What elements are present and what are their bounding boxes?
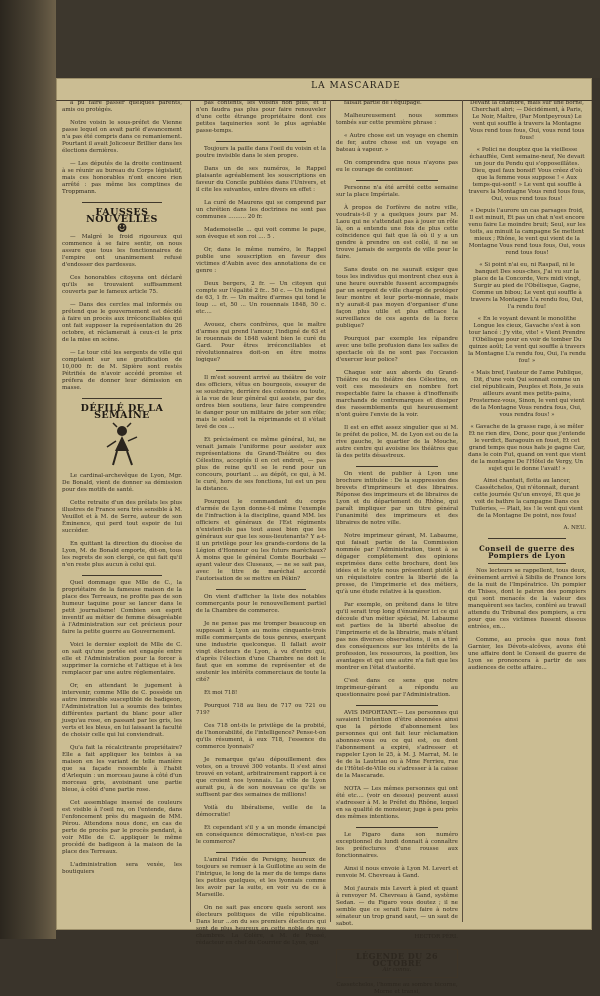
- verse: « Gavache de la grasse rage, à se mêler Et ne rien dire, Donc, pour que j'entende le verdict, Baragouin en fouet, Et cet grand temps que nous haïs je gagne Car, dans le coin Fut, quand on vent que vient de la montagne De l'Hôtel de Vergy, Un sujet qui le donne l'avait! »: [468, 424, 586, 472]
- column-rule: [190, 100, 191, 922]
- paragraph: Et moi 718!: [204, 690, 238, 696]
- paragraph: Avouez, chers confrères, que le maître d'armes qui prend l'amour, l'indigné de 63 et le rouennais de 1848 valent bien le curé du Gard. Pour êtres irréconciliables et révolutionnaires doit-on en être moins logique?: [196, 322, 326, 363]
- paragraph: Ces honorables citoyens ont déclaré qu'ils se trouvaient suffisamment couverts par le fameux article 75.: [62, 275, 182, 295]
- verse: « Mais bref, l'auteur de l'ame Publique, Dit, d'une voix Qui sonnait comme un ciel républicain, Peuples et Rois, Je suis ailleurs avant mes petits-pains, Prosternez-vous, Sinon, le vent qui vient de la Montagne Vous rendra fous, Oui, vous rendra fous! »: [469, 370, 585, 418]
- divider: [216, 141, 306, 142]
- paragraph: Or, en attendant le jugement à intervenir, comme Mlle de C. possède un autre immeuble susceptible de badigeon, l'Administration lui a soumis des teintes différentes partant du blanc pour aller jusqu'au rose, en passant par les gris, les verts et les bleus, en lui laissant la faculté de choisir celle qui lui conviendrait.: [62, 683, 182, 738]
- paragraph: Nos lecteurs se rappellent, tous deux, évènement arrivé à Sibilis de France lors de la nuit de l'Impératrice. Un pompier de Thises, dont le patron des pompiers qui sont menacés de la valeur des manquèrent ses tacles, conféré au travail attendu du Tribunal des pompiers, a cru pour que ces victimes fussent dissous entrées, en...: [468, 568, 586, 630]
- paragraph: — Le tour cité les sergents de ville qui comptaient sur une gratification de 10,000 fr. de M. Sipière sont restés Pétrifiés de n'avoir accédé promise et préfera de donner leur démission en masse.: [62, 350, 182, 391]
- paragraph: Ainsi il nous envoie à Lyon M. Levert et renvoie M. Chevreau à Gand.: [336, 866, 458, 879]
- paragraph: L'amiral Fidée de Persigny, heureux de toujours se remuer à la Guillotine au sein de l'intrigue, le long de la mer du de temps dans les petites quelques, et les lyonnais comme les avoir par la suite, en voir vu de ce à Marseille.: [196, 857, 326, 898]
- signature: HECTOR PÉRI.: [414, 934, 458, 940]
- paragraph: — Les députés de la droite continuent à se réunir au bureau du Corps législatif, mais ces honorables n'ont encore rien arrêté : pas même les comptines de Troppmann.: [62, 161, 182, 195]
- paragraph: Notre voisin le sous-préfet de Vienne passe lequel on avait parlé d'avancement n'a pas été compris dans ce remaniement. Pourtant il avait Jolicoeur Brillier dans les élections dernières.: [62, 120, 182, 154]
- paragraph: Comme, au procès que nous font Garnier, les Dévots-alcôves, avons été une affaire dont le Conseil de guerre de Lyon se prononcera à partir de ses audiences de cette affaire...: [468, 637, 586, 671]
- verse: Cassetchelos, l'homme au sombre bicorne, Morne et transi,: [336, 982, 458, 995]
- paragraph: — Malgré le froid rigoureux qui commence à se faire sentir, on nous assure que tous les fonctionnaires de l'empire ont unanimement refusé d'endosser des pardessus.: [62, 234, 182, 268]
- signature: A. NEU.: [563, 525, 586, 531]
- paragraph: À propos de l'orfèvre de notre ville, voudrais-t-il y a quelques jours par M. Laou qui ne s'attendait pas à jouer un rôle là, on a entendu une fois de plus cette coïncidence qui fait que là où il y a un gendre à prendre on est collé, il ne se trouve jamais de sergents de ville pour le faire.: [336, 205, 458, 260]
- divider: [488, 563, 566, 564]
- paragraph: Pourquoi par exemple les répandre avec une telle profusion dans les salles de spectacle où ils ne sont pas l'occasion d'exercer leur police?: [336, 336, 458, 363]
- divider: [216, 852, 306, 853]
- paragraph: Pourquoi 718 au lieu de 717 ou 721 ou 719?: [196, 703, 326, 716]
- verse: Ainsi chantait, flotta au lancer, Cassétchelos, Qui n'étonnait, durant cette journée Qu'un envoyé, Et que je voit de bathre la campagne Dans ces Tuileries, — Plait, les ! le vent qui vient de la Montagne De point, nos fous!: [471, 478, 583, 519]
- paragraph: On vient de publier à Lyon une brochure intitulée : De la suppression des brevets d'imprimeurs et des libraires. Réponse des imprimeurs et de libraires de Lyon et du département du Rhône, qui paraît impliquer par un titre général l'unanimité des imprimeurs et des libraires de notre ville.: [336, 471, 458, 526]
- paragraph: Voilà du libéralisme, veille de la démocratie!: [196, 805, 326, 818]
- paragraph: Voici le dernier exploit de Mlle de C. on sait qu'une portée est engagée entre elle et l'Administration pour la forcer à supprimer la corniche et l'attique et à les remplacer par une autre réglementaire.: [62, 642, 182, 676]
- paragraph: Je ne pense pas me tromper beaucoup en supposant à Lyon au moins cinquante-trois mille commerçants de tous genres, exerçant une industrie quelconque. Il fallait avoir vingt électeurs de Lyon, à vu d'entre qui, d'après l'élection d'une Chambre ne doit le faut que en somme de représenter et de soutenir les intérêts commerciaux de toute la cité?: [196, 621, 326, 683]
- paragraph: Toujours la paille dans l'oeil du voisin et la poutre invisible dans le sien propre.: [196, 146, 326, 159]
- divider: [82, 398, 162, 399]
- paragraph: En quittant la direction du diocèse de Lyon, M. de Bonald emporte, dit-on, tous les regrets de son clergé, ce qui fait qu'il n'en reste plus aucun à celui qui.: [62, 541, 182, 568]
- paragraph: Il est en effet assez singulier que si M. le préfet de police, M. de Lyon est ou de la rive gauche, le quartier de la Mouche, autre centre qui avoisine les théâtres que là des petits désastreux.: [336, 425, 458, 459]
- divider: [216, 370, 306, 371]
- paragraph: C'est dans ce sens que notre imprimeur-gérant a répondu au questionnaire posé par l'Administration.: [336, 678, 458, 698]
- legend-subtitle: Air connu.: [382, 967, 412, 973]
- jester-figure-icon: [105, 423, 139, 467]
- section-title-fausses-nouvelles: FAUSSES NOUVELLES: [86, 207, 158, 225]
- paragraph: Ces 718 ont-ils le privilège de la probité, de l'honorabilité, de l'intelligence? Pense-t-on qu'ils résument, à eux 718, l'essence du commerce lyonnais?: [196, 723, 326, 750]
- divider: [356, 466, 438, 467]
- paragraph: Personne n'a été arrêté cette semaine sur la place Impériale.: [336, 185, 458, 198]
- paragraph: Or, dans le même numéro, le Rappel publie une souscription en faveur des victimes d'Aubin avec des annotations de ce genre :: [196, 247, 326, 274]
- paragraph: Sans doute on ne saurait exiger que tous les individus qui montrent chez eux à une heure ouvrable fussent accompagnés par un sergent de ville chargé de protéger leur montre et leur porte-monnaie, mais n'y aurait-il pas moyen d'organiser d'une façon plus utile et plus efficace la surveillance de ces agents de la force publique?: [336, 267, 458, 329]
- paragraph: pas contents, les voisins non plus, et il n'en faudra pas plus pour faire renouveler d'une cette étrange propriétaire dont ces petites taquineries sont le plus agréable passe-temps.: [196, 100, 326, 134]
- verse: « Depuis l'aurore un cas parsages froid, Il est minuit, Et pas un chat n'est encore venu faire Le moindre bruit; Seul, sur les toits, au minuit la campagne Se mettent mieux ; Rhône, le vent qui vient de la Montagne Vous rend tous fous, Oui, vous rend tous fous!: [468, 208, 586, 256]
- paragraph: a pu faire passer quelques parents, amis ou protégés.: [62, 100, 182, 113]
- paragraph: Malheureusement nous sommes tombés sur cette première phrase :: [336, 113, 458, 126]
- paragraph: Le Figaro dans son numéro exceptionnel du lundi donnait à connaître les préfectures d'une rousse aux fonctionnaires.: [336, 832, 458, 859]
- paragraph: Quel dommage que Mlle de C., la propriétaire de la fameuse maison de la place des Terreaux, ne profite pas de son humeur taquine pour se lancer dans le petit journalisme! Combien son esprit inventif au métier de femme désagréable à l'Administration sur cet précieux pour faire la petite guerre au Gouvernement.: [62, 580, 182, 635]
- paragraph: faisait partie de l'équipage.: [344, 100, 422, 106]
- verse: « En le voyant devant le monolithe Longue les cieux, Gavache s'est à son tour lancé : J'y vite, vite! « Vient Prendre l'Obélisque pour en voir de tomber Du quinze août; Le vent qui souffle à travers la Montagne L'a rendu fou, Oui, l'a rendu fou! »: [468, 316, 586, 364]
- section-title-defile: DÉFILÉ DE LA SEMAINE: [80, 403, 164, 421]
- paragraph: — Dans des cercles mal informés ou prétend que le gouvernement est décidé à faire un procès aux irréconciliables qui ont fait supposer la représentation du 26 octobre, et réclamerait à ceux-ci le prix de la mise en scène.: [62, 302, 182, 343]
- paragraph: Deux bergers, 2 fr. — Un citoyen qui compte sur l'égalité 2 fr... 50 c. — Un indigné de 63, 1 fr. — Un maître d'armes qui tond le loup ... et, 50 ... Un rouennais 1848, 50 c. etc....: [196, 281, 326, 315]
- paragraph: Moi j'aurais mis Levert à pied et quant à renvoyer M. Chevreau à Gand, système Sedan. — du Figaro vous doutez ; il ne semble que ce serait faire faire à notre sénateur un trop grand saut, — un saut de sabot.: [336, 886, 458, 927]
- paragraph: Cette retraite d'un des prélats les plus illustres de France sera très sensible à M. Veuillot et à M. de Serre, auteur de son Éminence, qui perd tout espoir de lui succéder.: [62, 500, 182, 534]
- paragraph: Et précisément ce même général, lui, ne venait jamais l'uniforme pour assister aux représentations du Grand-Théâtre ou des Célestins, acceptés il en cet endroit, — pas plus de reine qu'il se le rend pour un concours, pourtant ... au dépôt, ce qui, à M. le curé, hors de ses fonctions, lui est un peu la distance.: [196, 437, 326, 492]
- column-2: [196, 100, 326, 946]
- page-header: [56, 78, 592, 101]
- verse: Devant la chambre, mais sur une borne, Cherchait abri; — Décidément, à Paris, Le Noir, Maître, (Par Montpeyroux) Le vent qui souffle à travers la Montagne Vous rend tous fous, Oui, vous rend tous fous!: [469, 100, 585, 141]
- divider: [216, 589, 306, 590]
- divider: [82, 202, 162, 203]
- paragraph: « Autre chose est un voyage en chemin de fer, autre chose est un voyage en bateau à vapeur. »: [336, 133, 458, 153]
- legend-title: LÉGENDE DU 26 OCTOBRE: [355, 951, 439, 968]
- mask-ornament-icon: ☻: [116, 221, 128, 235]
- paragraph: On vient d'afficher la liste des notables commerçants pour le renouvellement partiel de la Chambre de commerce.: [196, 594, 326, 614]
- divider: [488, 538, 566, 539]
- verse: « Si point n'ai eu, ni Raspail, ni le banquet Des sous-ches, J'ai vu sur la place de la Concorde, Vers midi vingt, Surgir au pied de l'Obélisque, Gagne, Comme un bibou; Le vent qui souffle à travers la Montagne L'a rendu fou, Oui, l'a rendu fou!: [470, 262, 584, 310]
- paragraph: L'administration sera vexée, les boutiquiers: [62, 862, 182, 875]
- paragraph: Chaque soir aux abords du Grand-Théâtre ou du théâtre des Célestins, on voit ces messieurs en nombre fort respectable faire la chasse à d'inoffensifs marchands de contremarques et dissiper des rassemblements qui heureusement n'ont guère l'envie de la voir.: [336, 370, 458, 418]
- scan-background-top: [56, 0, 600, 78]
- paragraph: Il m'est souvent arrivé au théâtre de voir des officiers, vêtus en bourgeois, essayer de se soustraire, derrière des colonnes ou toute, à la vue de leur général qui assiste, par des ordres bien soutiens, leur faire comprendre le danger pour un militaire de jeter son rôle; mais le soleil voit la réprimande et il s'était levé de ces ...: [196, 375, 326, 430]
- paragraph: Je remarque qu'au dépouillement des votes, on a trouvé 300 votants. Il s'est ainsi trouvé en votant, arbitrairement rapport à ce que croient nos lyonnais. La ville de Lyon aurait pu, à de son nouveau ce qu'ils se suffisent par des semaines de millions!: [196, 757, 326, 798]
- paragraph: On comprendra que nous n'ayons pas eu le courage de continuer.: [336, 160, 458, 173]
- paragraph: Et cependant s'il y a un monde émancipé en conséquence démocratique, n'est-ce pas le commerce?: [196, 825, 326, 845]
- paragraph: Le cardinal-archevêque de Lyon, Mgr. De Bonald, vient de donner sa démission pour des motifs de santé.: [62, 473, 182, 493]
- verse: « Polici ne douptez que la vieillesse échauffée, Cent semaine-neuf, Ne devait un jour du Pendu qui s'opposeillâtes. Dieu, quel faux bonsif! Vous créez d'où que la femme vous suppose ! « Aux temps-qui-sont! » Le vent qui souffle à travers la Montagne Vous rend tous fous, Oui, vous rend tous fous!: [468, 147, 586, 202]
- paragraph: Dans un de ses numéros, le Rappel plaisante agréablement les souscriptions en faveur du Concile publiées dans l'Univers, et il cite les suivantes, entre divers en effet :: [196, 166, 326, 193]
- column-rule: [330, 100, 331, 922]
- divider: [356, 827, 438, 828]
- paragraph: NOTA — Les mêmes personnes qui ont été etc.... (voir en dessus) peuvent aussi s'adresser à M. le Préfet du Rhône, lequel en sa qualité de monsieur, juge à peu près des mêmes intentions.: [336, 786, 458, 820]
- legend-title-box: [336, 949, 458, 978]
- paragraph: AVIS IMPORTANT.— Les personnes qui savaient l'intention d'être abonnées ainsi que la période d'abonnement les personnes qui ont fait leur réclamation abonnez-vous ou ce qui est, ou dont l'abonnement a expiré, s'adresser et rappeler Lyon le 25, à M. J. Marrat, M. le 4e de la Lautriau ou à Mme Ferrieu, rue de l'Hôtel-de-Ville ou s'adresser à la caisse de la Mascarade.: [336, 710, 458, 779]
- column-1: [62, 100, 182, 922]
- column-rule: [462, 100, 463, 922]
- paragraph: Pourquoi le commandant du corps d'armée de Lyon donne-t-il même l'exemple de l'infraction à la discipline, quand MM. les officiers et généraux de l'Est régiments n'existent-ils pas tout aussi bien que les généraux sur que les sous-lieutenants? Y a-t-il un privilège pour les grands-cordons de la Légion d'Honneur ou les futurs maréchaux? À moins que le général Comte Bourbaki — ayant valeur des Cluseaux, — ne se sait pas, avec le titre de maréchal accordé l'autorisation de se mettre en Pékin?: [196, 499, 326, 582]
- column-3: [336, 100, 458, 995]
- paragraph: Cet assemblage insensé de couleurs est visible à l'oeil nu, on l'entende, dans l'enfoncement près du magasin de MM. Pérou. Attendons nous donc, en cas de perte de procès par le procès pendant, à voir Mlle de C. appliquer le même procédé de badigeon à la maison de la place des Terreaux.: [62, 800, 182, 855]
- paragraph: Par exemple, on prétend dans le titre qu'il serait trop long d'énumérer ici ce qui découle d'un métier spécial, M. Labaume est parties de la liberté absolue de l'imprimerie et de la librairie, mais n'étant pas nos diverses observations, il en a tiré des conséquences sur les intérêts de la profession, les ressources, la position, les avantages et qui une autre n'a fait que les montrer en l'état d'autorité.: [336, 602, 458, 671]
- book-spine: [0, 0, 56, 939]
- paragraph: On ne sait pas encore quels seront ses électeurs politiques de ville républicaine. Dans leur ...on du ses premiers électeurs qui sont de plus heureux en cette noble de nos chambres. La Colère, a M. de Pressé, rédacteur en chef du Courrier de Lyon, qui: [196, 905, 326, 946]
- newspaper-title: LA MASCARADE: [311, 81, 401, 91]
- section-title-conseil: Conseil de guerre des Pompiers de Lyon: [479, 544, 575, 560]
- column-4: [468, 100, 586, 922]
- paragraph: La curé de Maurens qui se comprend par un chrétien dans les doctrines ne sont pas communes .......... 20 fr.: [196, 200, 326, 220]
- divider: [356, 705, 438, 706]
- paragraph: Notre imprimeur gérant, M. Labaume, qui faisait partie de la Commission nommée par l'Administration, tient à se dégager complètement des opinions exprimées dans cette brochure, dont les idées et le style nous présentent plutôt à un réquisitoire contre la liberté de la presse, de l'imprimerie et des métiers, qu'à une étude relative à la question.: [336, 533, 458, 595]
- paragraph: Mademoiselle ... qui voit comme le pape, son éveque et son roi .... 5 .: [196, 227, 326, 240]
- paragraph: Qu'a fait la récalcitrante propriétaire? Elle a fait appliquer les teintes à sa maison en les variant de telle manière que sa façade ressemble à l'habit d'Arlequin : un morceau jaune à côté d'un morceau gris, avoisinant une partie bleue, à côté d'une partie rose.: [62, 745, 182, 793]
- divider: [82, 575, 162, 576]
- divider: [356, 180, 438, 181]
